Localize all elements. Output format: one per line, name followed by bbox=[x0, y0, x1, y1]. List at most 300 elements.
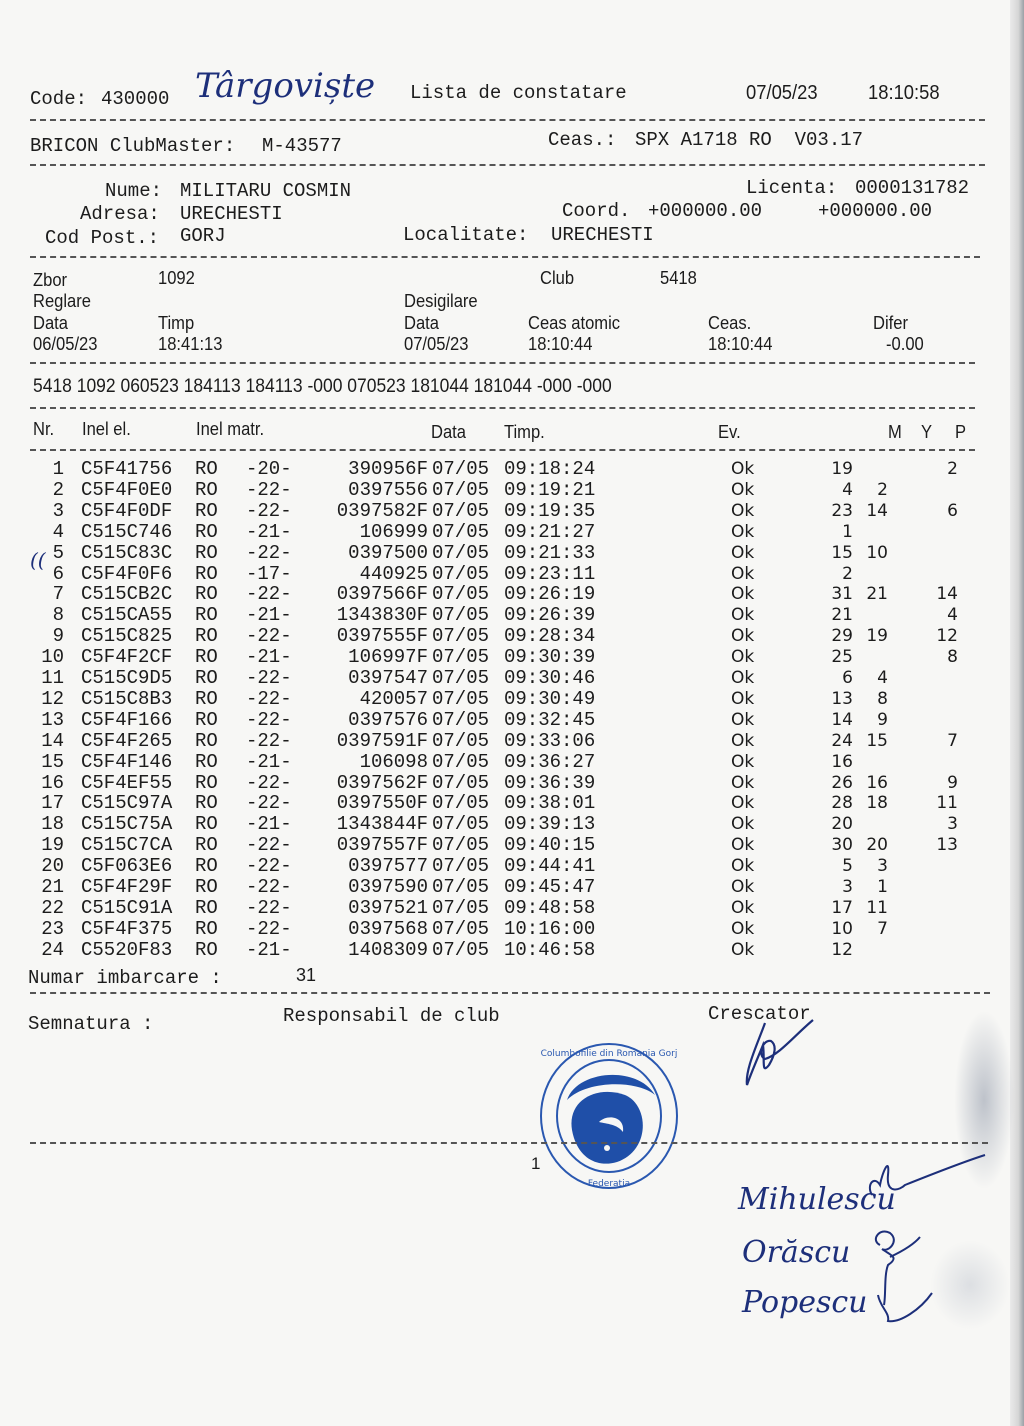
event-status: Ok bbox=[731, 730, 755, 751]
arrival-time: 09:38:01 bbox=[504, 792, 596, 815]
rank-m: 12 bbox=[831, 939, 853, 960]
unsealing-label: Desigilare bbox=[404, 291, 478, 311]
svg-text:Federatia: Federatia bbox=[587, 1179, 631, 1189]
ring-year: -22- bbox=[246, 625, 292, 648]
table-row bbox=[0, 710, 1000, 731]
row-number: 12 bbox=[41, 687, 64, 710]
rank-m: 13 bbox=[831, 688, 853, 709]
table-row bbox=[0, 877, 1000, 898]
ring-year: -22- bbox=[246, 876, 292, 898]
ring-electronic: C5F4F0F6 bbox=[81, 562, 173, 585]
ring-year: -22- bbox=[246, 478, 292, 501]
row-number: 8 bbox=[52, 604, 64, 627]
club-stamp bbox=[537, 1040, 681, 1192]
ring-country: RO bbox=[195, 938, 218, 961]
ring-number: 0397547 bbox=[348, 667, 428, 689]
rank-y: 15 bbox=[866, 730, 888, 751]
ring-number: 0397556 bbox=[348, 478, 428, 501]
ring-country: RO bbox=[195, 792, 218, 815]
license-value: 0000131782 bbox=[855, 177, 970, 199]
arrival-date: 07/05 bbox=[432, 667, 490, 689]
code-value: 430000 bbox=[101, 88, 170, 110]
arrival-date: 07/05 bbox=[432, 917, 490, 940]
ring-country: RO bbox=[195, 499, 218, 522]
divider bbox=[30, 362, 975, 364]
ring-country: RO bbox=[195, 562, 218, 585]
row-number: 21 bbox=[41, 876, 64, 898]
handwritten-name-2: Orăscu bbox=[742, 1235, 851, 1270]
rank-p: 7 bbox=[947, 730, 958, 751]
ring-year: -22- bbox=[246, 834, 292, 857]
rank-p: 9 bbox=[947, 772, 958, 793]
event-status: Ok bbox=[731, 772, 755, 793]
ring-number: 0397576 bbox=[348, 708, 428, 731]
event-status: Ok bbox=[731, 500, 755, 521]
ring-year: -21- bbox=[246, 750, 292, 773]
handwritten-city: Târgoviște bbox=[195, 66, 376, 106]
ring-electronic: C5F4F166 bbox=[81, 708, 173, 731]
ring-number: 1343844F bbox=[336, 813, 428, 836]
arrival-time: 09:18:24 bbox=[504, 458, 596, 480]
arrival-date: 07/05 bbox=[432, 499, 490, 522]
ring-country: RO bbox=[195, 478, 218, 501]
ring-electronic: C515C83C bbox=[81, 541, 173, 564]
row-number: 15 bbox=[41, 750, 64, 773]
ring-electronic: C5F4F0E0 bbox=[81, 478, 173, 501]
ring-country: RO bbox=[195, 813, 218, 836]
ring-number: 1408309 bbox=[348, 938, 428, 961]
event-status: Ok bbox=[731, 479, 755, 500]
col-header-m: M bbox=[888, 422, 902, 442]
ring-year: -22- bbox=[246, 896, 292, 919]
arrival-date: 07/05 bbox=[432, 896, 490, 919]
rank-y: 21 bbox=[866, 584, 888, 605]
arrival-time: 09:32:45 bbox=[504, 708, 596, 731]
event-status: Ok bbox=[731, 897, 755, 918]
ring-number: 0397590 bbox=[348, 876, 428, 898]
arrival-time: 09:48:58 bbox=[504, 896, 596, 919]
col-header-nr: Nr. bbox=[33, 419, 55, 439]
rank-p: 3 bbox=[947, 814, 958, 835]
arrival-time: 10:16:00 bbox=[504, 917, 596, 940]
rank-m: 1 bbox=[842, 521, 853, 542]
arrival-date: 07/05 bbox=[432, 792, 490, 815]
table-row bbox=[0, 773, 1000, 794]
rank-y: 3 bbox=[877, 856, 888, 877]
ring-year: -17- bbox=[246, 562, 292, 585]
row-number: 13 bbox=[41, 708, 64, 731]
clock-time: 18:10:44 bbox=[708, 334, 773, 354]
rank-m: 10 bbox=[831, 918, 853, 939]
setting-date: 06/05/23 bbox=[33, 334, 98, 354]
row-number: 22 bbox=[41, 896, 64, 919]
handwritten-name-3: Popescu bbox=[742, 1285, 868, 1320]
arrival-time: 09:30:46 bbox=[504, 667, 596, 689]
ring-electronic: C515CB2C bbox=[81, 583, 173, 606]
ring-country: RO bbox=[195, 750, 218, 773]
ring-electronic: C515C7CA bbox=[81, 834, 173, 857]
rank-p: 8 bbox=[947, 647, 958, 668]
arrival-date: 07/05 bbox=[432, 771, 490, 794]
ring-electronic: C5F4EF55 bbox=[81, 771, 173, 794]
ring-country: RO bbox=[195, 896, 218, 919]
col-header-time: Timp. bbox=[504, 422, 545, 442]
col-header-y: Y bbox=[921, 422, 933, 442]
event-status: Ok bbox=[731, 709, 755, 730]
setting-time: 18:41:13 bbox=[158, 334, 223, 354]
ring-year: -20- bbox=[246, 458, 292, 480]
ring-number: 0397500 bbox=[348, 541, 428, 564]
rank-p: 6 bbox=[947, 500, 958, 521]
rank-y: 8 bbox=[877, 688, 888, 709]
table-row bbox=[0, 752, 1000, 773]
ring-year: -22- bbox=[246, 708, 292, 731]
arrival-date: 07/05 bbox=[432, 604, 490, 627]
arrival-time: 09:45:47 bbox=[504, 876, 596, 898]
arrival-date: 07/05 bbox=[432, 834, 490, 857]
table-row bbox=[0, 647, 1000, 668]
arrival-date: 07/05 bbox=[432, 458, 490, 480]
col-header-ev: Ev. bbox=[718, 422, 741, 442]
rank-m: 19 bbox=[831, 459, 853, 479]
ring-number: 0397555F bbox=[336, 625, 428, 648]
table-row bbox=[0, 501, 1000, 522]
locality-label: Localitate: bbox=[403, 224, 529, 246]
ring-year: -21- bbox=[246, 813, 292, 836]
arrival-date: 07/05 bbox=[432, 855, 490, 878]
time-label: Timp bbox=[158, 313, 195, 333]
ring-electronic: C515C825 bbox=[81, 625, 173, 648]
code-label: Code: bbox=[30, 88, 88, 110]
rank-m: 21 bbox=[831, 605, 853, 626]
arrival-date: 07/05 bbox=[432, 687, 490, 710]
clock-value: SPX A1718 RO V03.17 bbox=[635, 129, 864, 151]
ring-electronic: C5520F83 bbox=[81, 938, 173, 961]
ring-country: RO bbox=[195, 708, 218, 731]
event-status: Ok bbox=[731, 626, 755, 647]
ring-electronic: C5F4F265 bbox=[81, 729, 173, 752]
coord-lat: +000000.00 bbox=[648, 200, 763, 222]
license-label: Licenta: bbox=[746, 177, 838, 199]
event-status: Ok bbox=[731, 605, 755, 626]
rank-p: 4 bbox=[947, 605, 958, 626]
rank-y: 14 bbox=[866, 500, 888, 521]
ring-country: RO bbox=[195, 520, 218, 543]
ring-electronic: C515C75A bbox=[81, 813, 173, 836]
row-number: 7 bbox=[52, 583, 64, 606]
row-number: 23 bbox=[41, 917, 64, 940]
row-number: 16 bbox=[41, 771, 64, 794]
ring-electronic: C515C97A bbox=[81, 792, 173, 815]
paper-edge bbox=[1010, 0, 1024, 1426]
arrival-date: 07/05 bbox=[432, 583, 490, 606]
date-label: Data bbox=[33, 313, 68, 333]
ring-year: -22- bbox=[246, 541, 292, 564]
rank-y: 10 bbox=[866, 542, 888, 563]
event-status: Ok bbox=[731, 835, 755, 856]
document-title: Lista de constatare bbox=[410, 82, 627, 104]
ring-number: 0397577 bbox=[348, 855, 428, 878]
coord-label: Coord. bbox=[562, 200, 631, 222]
club-label: Club bbox=[540, 268, 575, 288]
club-value: 5418 bbox=[660, 268, 697, 288]
divider bbox=[30, 407, 975, 409]
commission-signatures bbox=[860, 1145, 990, 1335]
rank-p: 13 bbox=[936, 835, 958, 856]
col-header-date: Data bbox=[431, 422, 466, 442]
margin-mark: (( bbox=[30, 548, 46, 572]
arrival-time: 09:19:35 bbox=[504, 499, 596, 522]
arrival-date: 07/05 bbox=[432, 708, 490, 731]
ring-electronic: C5F41756 bbox=[81, 458, 173, 480]
postcode-label: Cod Post.: bbox=[45, 227, 160, 249]
table-row bbox=[0, 919, 1000, 940]
ring-electronic: C5F4F29F bbox=[81, 876, 173, 898]
row-number: 20 bbox=[41, 855, 64, 878]
col-header-ring-el: Inel el. bbox=[82, 419, 131, 439]
rank-m: 29 bbox=[831, 626, 853, 647]
boarding-value: 31 bbox=[296, 965, 317, 985]
col-header-p: P bbox=[955, 422, 967, 442]
arrival-date: 07/05 bbox=[432, 646, 490, 669]
rank-y: 1 bbox=[877, 877, 888, 897]
rank-m: 2 bbox=[842, 563, 853, 584]
table-row bbox=[0, 898, 1000, 919]
rank-y: 11 bbox=[866, 897, 888, 918]
event-status: Ok bbox=[731, 856, 755, 877]
arrival-time: 10:46:58 bbox=[504, 938, 596, 961]
arrival-time: 09:26:39 bbox=[504, 604, 596, 627]
rank-m: 25 bbox=[831, 647, 853, 668]
ring-country: RO bbox=[195, 458, 218, 480]
clubmaster-value: M-43577 bbox=[262, 135, 342, 157]
ring-number: 0397557F bbox=[336, 834, 428, 857]
postcode-value: GORJ bbox=[180, 225, 226, 247]
arrival-time: 09:40:15 bbox=[504, 834, 596, 857]
arrival-time: 09:44:41 bbox=[504, 855, 596, 878]
ring-year: -22- bbox=[246, 687, 292, 710]
row-number: 3 bbox=[52, 499, 64, 522]
row-number: 9 bbox=[52, 625, 64, 648]
address-label: Adresa: bbox=[80, 203, 160, 225]
arrival-date: 07/05 bbox=[432, 750, 490, 773]
arrival-date: 07/05 bbox=[432, 625, 490, 648]
rank-m: 26 bbox=[831, 772, 853, 793]
atomic-time: 18:10:44 bbox=[528, 334, 593, 354]
divider bbox=[30, 992, 990, 994]
rank-m: 6 bbox=[842, 668, 853, 688]
ring-year: -22- bbox=[246, 917, 292, 940]
table-row bbox=[0, 835, 1000, 856]
ring-country: RO bbox=[195, 541, 218, 564]
arrival-date: 07/05 bbox=[432, 938, 490, 961]
divider bbox=[30, 256, 980, 258]
ring-number: 440925 bbox=[359, 562, 428, 585]
rank-m: 15 bbox=[831, 542, 853, 563]
rank-m: 31 bbox=[831, 584, 853, 605]
ring-country: RO bbox=[195, 583, 218, 606]
divider bbox=[30, 449, 975, 451]
ring-country: RO bbox=[195, 876, 218, 898]
diff-value: -0.00 bbox=[886, 334, 924, 354]
breeder-signature bbox=[735, 1015, 815, 1095]
arrival-time: 09:30:39 bbox=[504, 646, 596, 669]
table-row bbox=[0, 522, 1000, 543]
arrival-time: 09:30:49 bbox=[504, 687, 596, 710]
event-status: Ok bbox=[731, 584, 755, 605]
event-status: Ok bbox=[731, 918, 755, 939]
ring-number: 106098 bbox=[359, 750, 428, 773]
ring-number: 106999 bbox=[359, 520, 428, 543]
rank-y: 2 bbox=[877, 479, 888, 500]
row-number: 6 bbox=[52, 562, 64, 585]
table-row bbox=[0, 543, 1000, 564]
rank-p: 14 bbox=[936, 584, 958, 605]
event-status: Ok bbox=[731, 939, 755, 960]
ring-number: 0397521 bbox=[348, 896, 428, 919]
ring-country: RO bbox=[195, 917, 218, 940]
boarding-label: Numar imbarcare : bbox=[28, 967, 222, 989]
ring-country: RO bbox=[195, 646, 218, 669]
svg-text:Columbofilie din Romania Gorj: Columbofilie din Romania Gorj bbox=[540, 1049, 678, 1059]
divider bbox=[30, 164, 985, 166]
event-status: Ok bbox=[731, 647, 755, 668]
flight-value: 1092 bbox=[158, 268, 195, 288]
row-number: 2 bbox=[52, 478, 64, 501]
table-row bbox=[0, 668, 1000, 689]
event-status: Ok bbox=[731, 751, 755, 772]
event-status: Ok bbox=[731, 668, 755, 688]
rank-m: 14 bbox=[831, 709, 853, 730]
row-number: 10 bbox=[41, 646, 64, 669]
table-row bbox=[0, 626, 1000, 647]
row-number: 4 bbox=[52, 520, 64, 543]
rank-y: 7 bbox=[877, 918, 888, 939]
ring-country: RO bbox=[195, 667, 218, 689]
rank-m: 16 bbox=[831, 751, 853, 772]
ring-electronic: C515C91A bbox=[81, 896, 173, 919]
diff-label: Difer bbox=[873, 313, 908, 333]
event-status: Ok bbox=[731, 563, 755, 584]
divider bbox=[30, 119, 985, 121]
ring-year: -22- bbox=[246, 855, 292, 878]
arrival-time: 09:21:27 bbox=[504, 520, 596, 543]
event-status: Ok bbox=[731, 877, 755, 897]
table-row bbox=[0, 584, 1000, 605]
locality-value: URECHESTI bbox=[551, 224, 654, 246]
divider bbox=[30, 1142, 988, 1144]
ring-country: RO bbox=[195, 625, 218, 648]
table-row bbox=[0, 793, 1000, 814]
ring-number: 0397566F bbox=[336, 583, 428, 606]
arrival-time: 09:19:21 bbox=[504, 478, 596, 501]
event-status: Ok bbox=[731, 521, 755, 542]
page-number: 1 bbox=[531, 1154, 541, 1173]
rank-m: 17 bbox=[831, 897, 853, 918]
row-number: 11 bbox=[41, 667, 64, 689]
arrival-time: 09:36:39 bbox=[504, 771, 596, 794]
ring-country: RO bbox=[195, 771, 218, 794]
ring-electronic: C5F4F2CF bbox=[81, 646, 173, 669]
rank-y: 16 bbox=[866, 772, 888, 793]
rank-m: 24 bbox=[831, 730, 853, 751]
print-date: 07/05/23 bbox=[746, 82, 818, 104]
event-status: Ok bbox=[731, 542, 755, 563]
arrival-time: 09:36:27 bbox=[504, 750, 596, 773]
arrival-date: 07/05 bbox=[432, 813, 490, 836]
rank-y: 19 bbox=[866, 626, 888, 647]
ring-year: -21- bbox=[246, 646, 292, 669]
table-row bbox=[0, 605, 1000, 626]
rank-m: 28 bbox=[831, 793, 853, 814]
ring-number: 390956F bbox=[348, 458, 428, 480]
print-time: 18:10:58 bbox=[868, 82, 940, 104]
arrival-date: 07/05 bbox=[432, 520, 490, 543]
table-row bbox=[0, 459, 1000, 480]
arrival-time: 09:21:33 bbox=[504, 541, 596, 564]
table-row bbox=[0, 731, 1000, 752]
handwritten-name-1: Mihulescu bbox=[738, 1182, 896, 1217]
ring-year: -21- bbox=[246, 520, 292, 543]
ring-electronic: C515C8B3 bbox=[81, 687, 173, 710]
ring-electronic: C5F4F375 bbox=[81, 917, 173, 940]
table-row bbox=[0, 940, 1000, 961]
rank-y: 4 bbox=[877, 668, 888, 688]
table-row bbox=[0, 856, 1000, 877]
arrival-time: 09:28:34 bbox=[504, 625, 596, 648]
arrival-date: 07/05 bbox=[432, 876, 490, 898]
ring-electronic: C515C9D5 bbox=[81, 667, 173, 689]
clock-time-label: Ceas. bbox=[708, 313, 752, 333]
event-status: Ok bbox=[731, 688, 755, 709]
rank-m: 5 bbox=[842, 856, 853, 877]
ring-year: -22- bbox=[246, 667, 292, 689]
rank-m: 4 bbox=[842, 479, 853, 500]
coord-lon: +000000.00 bbox=[818, 200, 933, 222]
ring-country: RO bbox=[195, 855, 218, 878]
ring-electronic: C515C746 bbox=[81, 520, 173, 543]
ring-year: -22- bbox=[246, 583, 292, 606]
ring-electronic: C5F063E6 bbox=[81, 855, 173, 878]
address-value: URECHESTI bbox=[180, 203, 283, 225]
ring-year: -22- bbox=[246, 729, 292, 752]
row-number: 18 bbox=[41, 813, 64, 836]
arrival-date: 07/05 bbox=[432, 562, 490, 585]
row-number: 1 bbox=[52, 458, 64, 480]
ring-number: 0397591F bbox=[336, 729, 428, 752]
rank-m: 20 bbox=[831, 814, 853, 835]
table-row bbox=[0, 480, 1000, 501]
ring-number: 0397550F bbox=[336, 792, 428, 815]
clock-label: Ceas.: bbox=[548, 129, 617, 151]
ring-number: 106997F bbox=[348, 646, 428, 669]
signature-label: Semnatura : bbox=[28, 1013, 154, 1035]
ring-country: RO bbox=[195, 834, 218, 857]
ring-number: 0397582F bbox=[336, 499, 428, 522]
rank-m: 30 bbox=[831, 835, 853, 856]
col-header-ring-matr: Inel matr. bbox=[196, 419, 265, 439]
rank-y: 9 bbox=[877, 709, 888, 730]
ring-number: 420057 bbox=[359, 687, 428, 710]
row-number: 14 bbox=[41, 729, 64, 752]
event-status: Ok bbox=[731, 793, 755, 814]
ring-country: RO bbox=[195, 729, 218, 752]
table-row bbox=[0, 689, 1000, 710]
unseal-date-label: Data bbox=[404, 313, 439, 333]
row-number: 17 bbox=[41, 792, 64, 815]
ring-year: -21- bbox=[246, 938, 292, 961]
event-status: Ok bbox=[731, 814, 755, 835]
